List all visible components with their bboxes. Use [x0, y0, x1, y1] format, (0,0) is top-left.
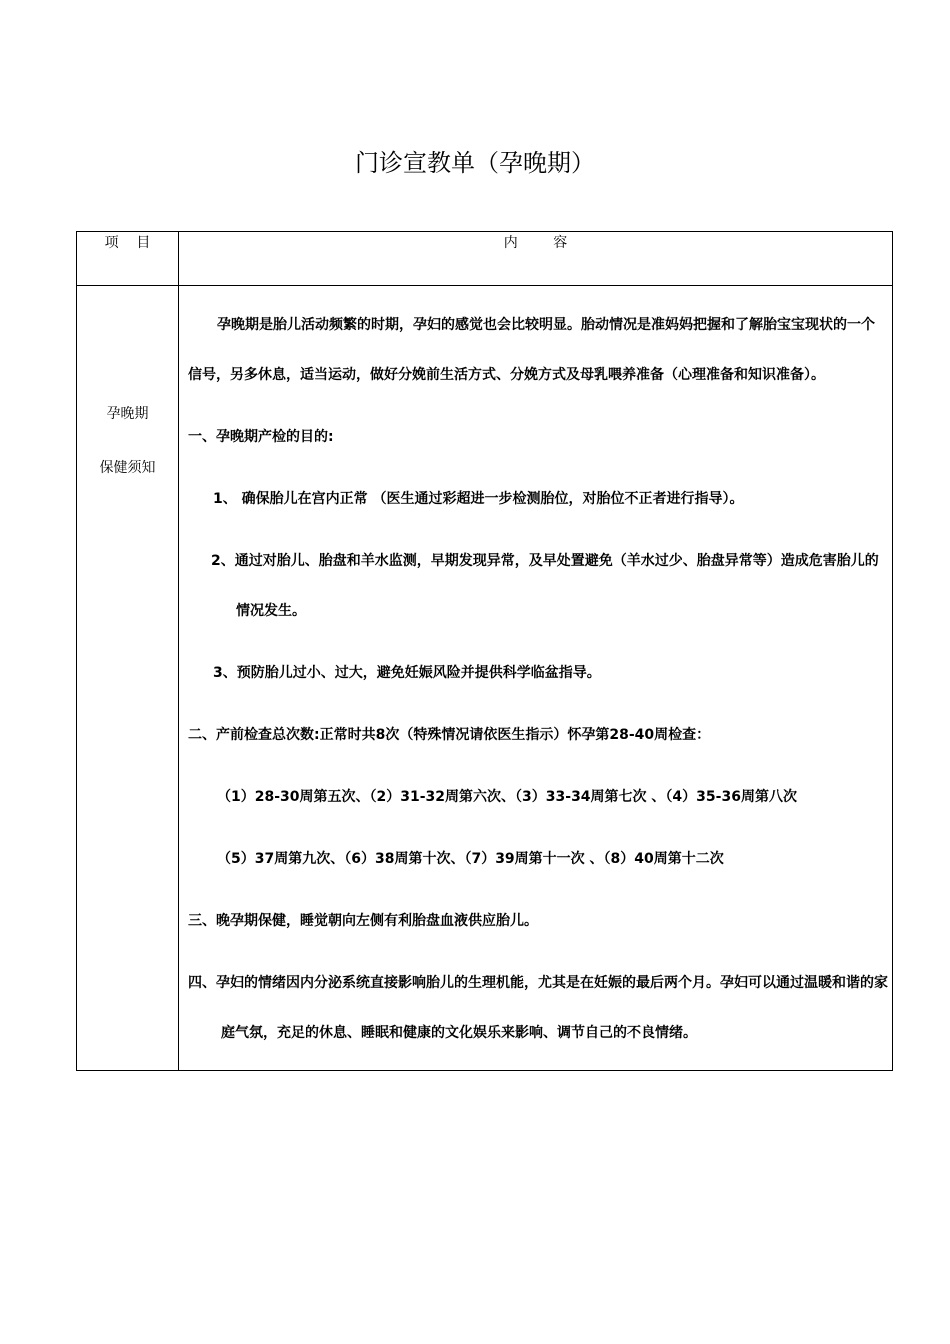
- header-content: 内 容: [179, 232, 893, 286]
- section-1-heading: 一、孕晚期产检的目的:: [188, 429, 334, 445]
- section-4: 四、孕妇的情绪因内分泌系统直接影响胎儿的生理机能，尤其是在妊娠的最后两个月。孕妇可以通过温暖和谐的家庭气氛，充足的休息、睡眠和健康的文化娱乐来影响、调节自己的不良情绪。: [188, 975, 888, 1041]
- intro-paragraph: 孕晚期是胎儿活动频繁的时期，孕妇的感觉也会比较明显。胎动情况是准妈妈把握和了解胎宝宝现状的一个信号，另多休息，适当运动，做好分娩前生活方式、分娩方式及母乳喂养准备（心理准备和知识准备）。: [188, 317, 875, 383]
- section-1-item-2: 2、通过对胎儿、胎盘和羊水监测，早期发现异常，及早处置避免（羊水过少、胎盘异常等）造成危害胎儿的情况发生。: [211, 553, 879, 619]
- table-row: [77, 286, 893, 1071]
- header-item: 项 目: [77, 232, 179, 286]
- table-header-row: [77, 232, 893, 286]
- section-1-item-3: 3、预防胎儿过小、过大，避免妊娠风险并提供科学临盆指导。: [213, 665, 601, 681]
- section-label-line2: 保健须知: [99, 460, 156, 476]
- schedule-line-1: （1）28-30周第五次、（2）31-32周第六次、（3）33-34周第七次 、（4）35-36周第八次: [217, 789, 797, 805]
- section-3: 三、晚孕期保健，睡觉朝向左侧有利胎盘血液供应胎儿。: [188, 913, 538, 929]
- section-2-heading: 二、产前检查总次数:正常时共8次（特殊情况请依医生指示）怀孕第28-40周检查：: [188, 727, 711, 743]
- section-1-item-1: 1、 确保胎儿在宫内正常 （医生通过彩超进一步检测胎位，对胎位不正者进行指导）。: [213, 491, 744, 507]
- section-label-cell: [77, 286, 179, 1071]
- education-table: [76, 231, 893, 1071]
- schedule-line-2: （5）37周第九次、（6）38周第十次、（7）39周第十一次 、（8）40周第十二次: [217, 851, 724, 867]
- page-title: 门诊宣教单（孕晚期）: [355, 149, 595, 177]
- content-cell: [179, 286, 893, 1071]
- section-label-line1: 孕晚期: [106, 406, 149, 422]
